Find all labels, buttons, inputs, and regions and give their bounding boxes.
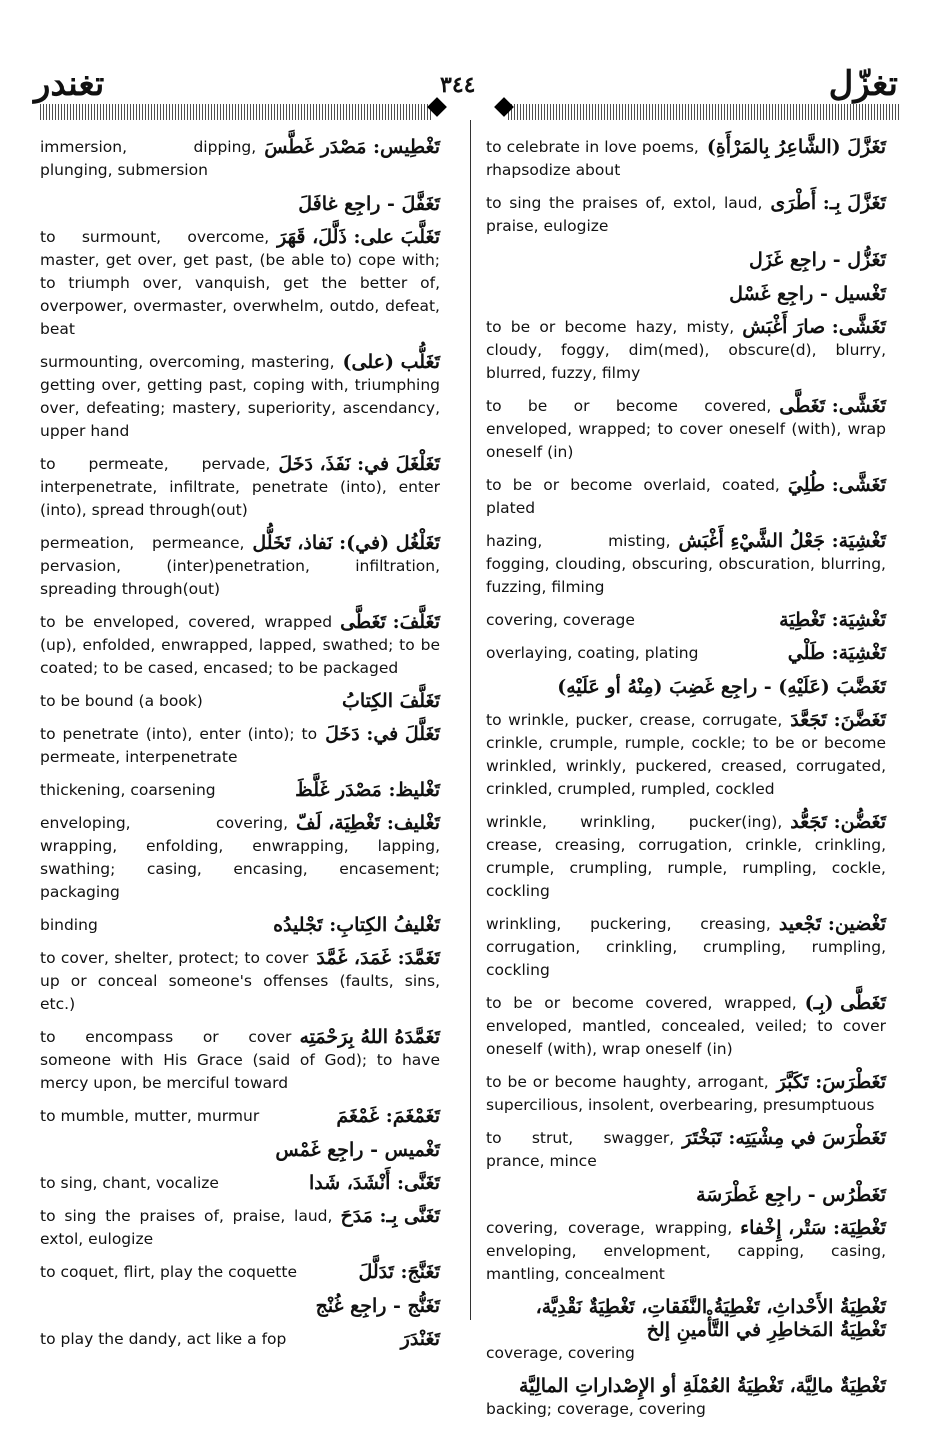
arabic-headword: تَغَنَّجَ: تَدَلَّلَ [358,1261,440,1283]
cross-reference-entry: تَغْميس - راجِع غَمْس [275,1139,440,1161]
english-definition: to be or become covered, wrapped, enveloped, mantled, concealed, veiled; to cover oneself (with), wrap oneself (in) [486,994,886,1058]
dictionary-entry [40,690,440,713]
dictionary-entry [40,1172,440,1195]
dictionary-entry [486,1127,886,1173]
arabic-headword: تَغَضَّنَ: تَجَعَّدَ [790,709,886,731]
arabic-headword: تَغَشَّى: صارَ أَغْبَش [742,316,886,338]
dictionary-entry [486,1217,886,1286]
arabic-headword: تَغَشَّى: تَغَطَّى [779,395,886,417]
dictionary-entry [486,811,886,903]
arabic-headword: تَغْليف: تَغْطِيَة، لَفّ [296,812,440,834]
dictionary-entry [40,1026,440,1095]
column-divider [470,120,471,1320]
arabic-headword: تَغَنَّى: أَنْشَدَ، شَدا [308,1172,440,1194]
cross-reference-entry: تَغْسيل - راجِع غَسْل [729,283,886,305]
arabic-headword: تَغَزَّلَ (الشَّاعِرُ بِالمَرْأَةِ) [706,136,886,158]
dictionary-entry [486,530,886,599]
english-definition: to be or become hazy, misty, cloudy, foggy, dim(med), obscure(d), blurry, blurred, fuzzy, filmy [486,318,886,382]
arabic-headword: تَغَلُّب (على) [342,351,440,373]
dictionary-entry [40,1328,440,1351]
english-definition: backing; coverage, covering [486,1400,706,1418]
arabic-headword: تَغَنَّى بِـ: مَدَحَ [340,1205,440,1227]
arabic-headword: تَغَطَّى (بِـ) [804,992,886,1014]
dictionary-entry [486,316,886,385]
dictionary-entry [40,351,440,443]
english-definition: hazing, misting, fogging, clouding, obscuring, obscuration, blurring, fuzzing, filming [486,532,886,596]
arabic-headword: تَغَلَّبَ على: ذَلَّلَ، قَهَرَ [277,226,440,248]
dictionary-entry [40,226,440,341]
dictionary-entry [40,1261,440,1284]
dictionary-entry [486,913,886,982]
dictionary-entry [486,609,886,632]
arabic-headword: تَغَزَّلَ بِـ: أَطْرَى [770,192,886,214]
english-definition: to coquet, flirt, play the coquette [40,1263,297,1281]
dictionary-entry [40,136,440,182]
english-definition: to permeate, pervade, interpenetrate, infiltrate, penetrate (into), enter (into), spread through(out) [40,455,440,519]
arabic-headword: تَغَمَّدَ: غَمَدَ، غَمَّدَ [316,947,440,969]
english-definition: to sing the praises of, praise, laud, extol, eulogize [40,1207,333,1248]
dictionary-entry [40,1105,440,1128]
dictionary-entry [40,1205,440,1251]
arabic-headword: تَغْشِيَة: طَلْي [787,642,886,664]
english-definition: permeation, permeance, pervasion, (inter)penetration, infiltration, spreading through(out) [40,534,440,598]
arabic-headword: تَغَلَّلَ في: دَخَلَ [325,723,440,745]
header-guide-word-right: تغزّل [828,64,898,104]
english-definition: to mumble, mutter, murmur [40,1107,260,1125]
english-definition: to be bound (a book) [40,692,203,710]
english-definition: enveloping, covering, wrapping, enfolding, enwrapping, lapping, swathing; casing, encasing, encasement; packaging [40,814,440,901]
arabic-headword: تَغَمَّدَهُ اللهُ بِرَحْمَتِه [299,1026,440,1048]
arabic-headword: تَغْطِيَة: سَتْر، إِخْفاء [740,1217,886,1239]
dictionary-entry [40,723,440,769]
english-definition: to be or become haughty, arrogant, supercilious, insolent, overbearing, presumptuous [486,1073,875,1114]
dictionary-entry [486,1071,886,1117]
header-guide-word-left: تغندر [34,64,105,104]
english-definition: overlaying, coating, plating [486,644,699,662]
arabic-headword: تَغَنْدَرَ [400,1328,440,1350]
dictionary-entry [40,453,440,522]
page-number: ٣٤٤ [440,72,476,98]
dictionary-entry [40,812,440,904]
english-definition: to be or become overlaid, coated, plated [486,476,780,517]
english-definition: to surmount, overcome, master, get over, get past, (be able to) cope with; to triumph over, vanquish, get the better of, overpower, overmaster, overwhelm, outdo, defeat, beat [40,228,440,338]
cross-reference-entry: تَغَضَّبَ (عَلَيْهِ) - راجِع غَضِبَ (مِنْهُ أو عَلَيْهِ) [557,676,886,698]
dictionary-entry [486,1375,886,1421]
english-definition: covering, coverage, wrapping, enveloping, envelopment, capping, casing, mantling, concealment [486,1219,886,1283]
dictionary-entry [40,532,440,601]
english-definition: coverage, covering [486,1344,635,1362]
dictionary-entry [486,136,886,182]
header-rule-right [508,104,900,120]
arabic-headword: تَغَطْرَسَ: تَكَبَّرَ [776,1071,886,1093]
arabic-headword: تَغْليفُ الكِتابِ: تَجْليدُه [273,914,440,936]
header-rule-left [40,104,432,120]
english-definition: to strut, swagger, prance, mince [486,1129,675,1170]
cross-reference-entry: تَغَنُّج - راجِع غُنْج [315,1295,440,1317]
english-definition: binding [40,916,98,934]
arabic-headword: تَغْطِيس: مَصْدَر غَطَّسَ [264,136,440,158]
left-column [40,136,440,1361]
dictionary-entry [40,914,440,937]
english-definition: surmounting, overcoming, mastering, getting over, getting past, coping with, triumphing over, defeating; mastery, superiority, ascendancy, upper hand [40,353,440,440]
arabic-headword: تَغَضُّن: تَجَعُّد [790,811,886,833]
english-definition: to wrinkle, pucker, crease, corrugate, crinkle, crumple, rumple, cockle; to be or become wrinkled, wrinkly, puckered, creased, corrugated, crinkled, crumpled, rumpled, cockled [486,711,886,798]
arabic-headword: تَغَمْغَمَ: غَمْغَمَ [336,1105,440,1127]
dictionary-entry [486,395,886,464]
arabic-headword: تَغْضين: تَجْعيد [778,913,886,935]
dictionary-entry [486,709,886,801]
english-definition: covering, coverage [486,611,635,629]
dictionary-entry [486,642,886,665]
english-definition: to penetrate (into), enter (into); to permeate, interpenetrate [40,725,318,766]
cross-reference-entry: تَغَطْرُس - راجِع غَطْرَسَة [696,1184,886,1206]
dictionary-entry [486,474,886,520]
english-definition: to encompass or cover someone with His Grace (said of God); to have mercy upon, be merciful toward [40,1028,440,1092]
english-definition: thickening, coarsening [40,781,216,799]
arabic-headword: تَغَطْرَسَ في مِشْيَتِه: تَبَخْتَرَ [682,1127,886,1149]
english-definition: to sing the praises of, extol, laud, praise, eulogize [486,194,763,235]
dictionary-entry [486,192,886,238]
right-column [486,136,886,1431]
english-definition: to be or become covered, enveloped, wrapped; to cover oneself (with), wrap oneself (in) [486,397,886,461]
arabic-headword: تَغْطِيَةُ الأَحْداثِ، تَغْطِيَةُ النَّفَقاتِ، تَغْطِيَةٌ نَقْدِيَّة، تَغْطِيَةُ المَخاطِرِ في التَّأْمينِ إلخ [535,1296,886,1341]
dictionary-entry [40,611,440,680]
cross-reference-entry: تَغَزُّل - راجِع غَزَل [748,249,886,271]
english-definition: wrinkle, wrinkling, pucker(ing), crease, creasing, corrugation, crinkle, crinkling, crumple, crumpling, rumple, rumpling, cockle, cockling [486,813,886,900]
english-definition: to sing, chant, vocalize [40,1174,219,1192]
dictionary-entry [486,992,886,1061]
english-definition: wrinkling, puckering, creasing, corrugation, crinkling, crumpling, rumpling, cockling [486,915,886,979]
arabic-headword: تَغَشَّى: طُلِيَ [787,474,886,496]
arabic-headword: تَغَلَّفَ الكِتابُ [342,690,440,712]
dictionary-entry [40,779,440,802]
dictionary-entry [486,1296,886,1365]
arabic-headword: تَغْشِيَة: جَعْلُ الشَّيْءِ أَغْبَش [678,530,886,552]
english-definition: to be enveloped, covered, wrapped (up), enfolded, enwrapped, lapped, swathed; to be coated; to be cased, encased; to be packaged [40,613,440,677]
english-definition: to celebrate in love poems, rhapsodize about [486,138,699,179]
english-definition: to cover, shelter, protect; to cover up or conceal someone's offenses (faults, sins, etc.) [40,949,440,1013]
arabic-headword: تَغْطِيَةٌ مالِيَّة، تَغْطِيَةُ العُمْلَةِ أو الإِصْداراتِ المالِيَّة [519,1375,886,1397]
english-definition: immersion, dipping, plunging, submersion [40,138,257,179]
dictionary-entry [40,947,440,1016]
english-definition: to play the dandy, act like a fop [40,1330,287,1348]
arabic-headword: تَغَلْغُل (في): نَفاذ، تَخَلُّل [252,532,440,554]
arabic-headword: تَغْشِيَة: تَغْطِيَة [779,609,886,631]
arabic-headword: تَغَلَّفَ: تَغَطَّى [340,611,440,633]
cross-reference-entry: تَغَفَّلَ - راجِع غافَلَ [298,193,440,215]
arabic-headword: تَغْليظ: مَصْدَر غَلَّظَ [295,779,440,801]
arabic-headword: تَغَلْغَلَ في: نَفَذَ، دَخَلَ [278,453,440,475]
